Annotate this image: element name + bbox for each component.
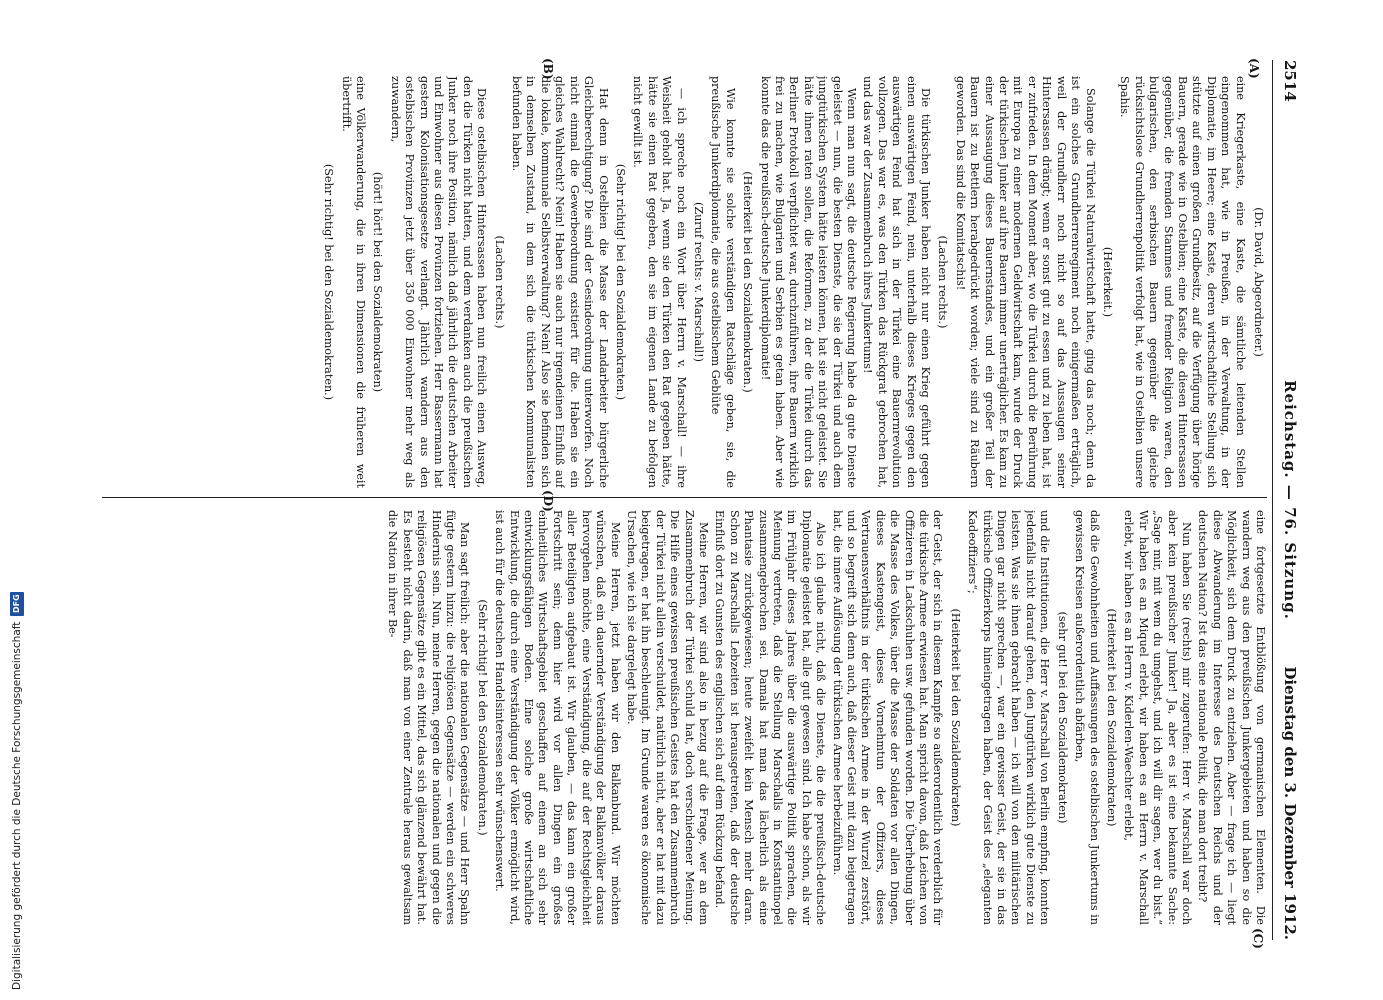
interjection: (Heiterkeit bei den Sozialdemokraten) [948, 608, 962, 827]
paragraph: Hat denn in Ostelbien die Masse der Landarbeiter bürgerliche Gleichberechtigung? Die sind der Gesindeordnung unterworfen. Noch nicht einmal die Gewerbeordnung existiert für die. Haben sie ein gleiches Wahlrecht? Nein! Haben sie auch nur irgendeinen Einfluß auf die lokale, kommunale Selbstverwaltung? Nein! Also sie befinden sich in demselben Zustand, in dem sich die türkischen Kommunalisten befunden haben. [510, 76, 610, 488]
interjection: (Zuruf rechts: v. Marschall!) [691, 201, 705, 363]
dfg-logo-icon: DFG [10, 592, 24, 616]
interjection: (Heiterkeit bei den Sozialdemokraten) [1104, 608, 1118, 827]
interjection: (Sehr richtig! bei den Sozialdemokraten.) [613, 163, 627, 401]
header-rule [1272, 60, 1273, 940]
speaker-label: (Dr. David, Abgeordneter.) [1252, 207, 1265, 357]
interjection: (sehr gut! bei den Sozialdemokraten) [1055, 611, 1069, 824]
paragraph: und die Institutionen, die Herr v. Marschall von Berlin empfing, konnten jedenfalls nicht darauf gehen, den Jungtürken wirklich gute Dienste zu leisten. Was sie ihnen gebracht haben — ich will von den militärischen Dingen gar nicht sprechen —, war ein gewisser Geist, der sie in das türkische Offizierkorps hineingetragen haben, der Geist des „eleganten Kadeoffiziers“; [966, 510, 1052, 925]
interjection: (Lachen rechts.) [936, 235, 950, 329]
column-divider [102, 497, 1267, 498]
margin-letter-a: (A) [1247, 58, 1261, 79]
interjection: (Lachen rechts.) [492, 235, 506, 329]
paragraph: eine Kriegerkaste, eine Kaste, die sämtliche leitenden Stellen eingenommen hat, wie in Preußen, in der Verwaltung, in der Diplomatie, im Heere; eine Kaste, deren wirtschaftliche Stellung sich stützte auf einen großen Grundbesitz, auf die Verfügung über hörige Bauern, gerade wie in Ostelbien; eine Kaste, die diesen Hintersassen gegenüber, die fremden Stammes und fremder Religion waren, den bulgarischen, den serbischen Bauern gegenüber die gleiche rücksichtslose Grundherrenpolitik verfolgt hat, wie in Ostelbien unsere Spahis. [1118, 76, 1247, 488]
session-date: Dienstag den 3. Dezember 1912. [1281, 666, 1299, 940]
newspaper-page [92, 58, 1307, 949]
paragraph: eine Völkerwanderung, die in ihren Dimensionen die früheren weit übertrifft. [339, 76, 368, 488]
interjection: (Heiterkeit.) [1100, 246, 1114, 318]
margin-letter-d: (D) [541, 490, 555, 512]
credit-text: Digitalisierung gefördert durch die Deutsche Forschungsgemeinschaft [11, 621, 23, 990]
paragraph: Solange die Türkei Naturalwirtschaft hatte, ging das noch; denn da ist ein solches Grundherrenregiment noch einigermaßen erträglich, weil der Grundherr noch nicht so auf das Aussaugen seiner Hintersassen drängt; wenn er sonst gut zu essen und zu leben hat, ist er zufrieden. In dem Moment aber, wo die Türkei durch die Berührung mit Europa zu einer modernen Geldwirtschaft kam, wurde der Druck der türkischen Junker auf ihre Bauern immer unerträglicher. Es kam zu einer Aussaugung dieses Bauernstandes, und ein großer Teil der Bauern ist zu Bettlern herabgedrückt worden; viele sind zu Räubern geworden. Das sind die Komitatschis! [953, 76, 1097, 488]
margin-letter-b: (B) [541, 58, 555, 80]
right-column [102, 510, 1267, 925]
digitization-credit [10, 592, 24, 990]
paragraph: Meine Herren, jetzt haben wir den Balkanbund. Wir möchten wünschen, daß ein dauernder Verständigung der Balkanvölker daraus hervorgehen möchte, eine Verständigung, die auf der Rechtsgleichheit aller Beteiligten aufgebaut ist. Wir glauben, — das kann ein großer Fortschritt sein; denn hier wird vor allen Dingen ein großes einheitliches Wirtschaftsgebiet geschaffen auf einem an sich sehr entwicklungsfähigen Boden. Eine solche große wirtschaftliche Entwicklung, die durch eine Verständigung der Völker ermöglicht wird, ist auch für die deutschen Handelsinteressen sehr wünschenswert. [493, 510, 622, 925]
interjection: (hört! hört! bei den Sozialdemokraten) [371, 171, 385, 393]
page-title: Reichstag. — 76. Sitzung. [1281, 380, 1299, 620]
paragraph: — ich spreche noch ein Wort über Herrn v. Marschall! — ihre Weisheit geholt hat. Ja, wenn sie den Türken den Rat gegeben hätte, hätte sie einen Rat gegeben, den sie im eigenen Lande zu befolgen nicht gewillt ist. [631, 76, 688, 488]
paragraph: Wie konnte sie solche verständigen Ratschläge geben, sie, die preußische Junkerdiplomatie, die aus ostelbischem Geblüte [709, 76, 737, 488]
paragraph: Die türkischen Junker haben nicht nur einen Krieg geführt gegen einen auswärtigen Feind, nein, unterhalb dieses Krieges gegen den auswärtigen Feind hat sich in der Türkei eine Bauernrevolution vollzogen. Das war es, was den Türken das Rückgrat gebrochen hat, und das war der Zusammenbruch ihres Junkertums! [861, 76, 933, 488]
paragraph: Man sagt freilich: aber die nationalen Gegensätze — und Herr Spahn fügte gestern hinzu: die religiösen Gegensätze — werden ein schweres Hindernis sein. Nun, meine Herren, gegen die nationalen und gegen die religiösen Gegensätze gibt es ein Mittel, das sich glänzend bewährt hat. Es besteht nicht darin, daß man von einer Zentrale heraus gewaltsam die Nation in ihrer Be- [386, 510, 472, 925]
paragraph: Meine Herren, wir sind also in bezug auf die Frage, wer an dem Zusammenbruch der Türkei schuld hat, doch verschiedener Meinung. Die Hilfe eines gewissen preußischen Geistes hat den Zusammenbruch der Türkei nicht allein verschuldet, natürlich nicht, aber er hat mit dazu beigetragen, er hat ihn beschleunigt. Im Grunde waren es ökonomische Ursachen, wie ich sie dargelegt habe. [624, 510, 710, 925]
interjection: (Sehr richtig! bei den Sozialdemokraten.) [475, 599, 489, 836]
page-header [1275, 60, 1299, 940]
interjection: (Heiterkeit bei den Sozialdemokraten.) [741, 171, 755, 393]
paragraph: daß die Gewohnheiten und Auffassungen des ostelbischen Junkertums in gewissen Kreisen außerordentlich abfärben, [1073, 510, 1101, 925]
interjection: (Sehr richtig! bei den Sozialdemokraten.) [322, 163, 336, 401]
paragraph: Also ich glaube nicht, daß die Dienste, die die preußisch-deutsche Diplomatie geleistet hat, alle gut gewesen sind. Ich habe schon, als wir im Frühjahr dieses Jahres über die auswärtige Politik sprachen, die Meinung vertreten, daß die Stellung Marschalls in Konstantinopel zusammengebrochen sei. Damals hat man das lächerlich als eine Phantasie zurückgewiesen; heute zweifelt kein Mensch mehr daran. Schon zu Marschalls Lebzeiten ist herausgetreten, daß der deutsche Einfluß dort zu Gunsten des englischen sich auf dem Rückzug befand. [713, 510, 828, 925]
paragraph: der Geist, der sich in diesem Kampfe so außerordentlich verderblich für die türkische Armee erwiesen hat. Man spricht davon, daß Leichen von Offizieren in Lackschuhen usw. gefunden worden. Die Überhebung über die Masse des Volkes, über die Masse der Soldaten vor allen Dingen, dieses Kastengeist, dieses Vornehmtun der Offiziers, dieses Vertrauensverhältnis in der türkischen Armee in der Wurzel zerstört, und so begreift sich denn auch, daß dieser Geist mit dazu beigetragen hat, die innere Auflösung der türkischen Armee herbeizuführen. [830, 510, 945, 925]
left-column [102, 76, 1267, 488]
paragraph: Wenn man nun sagt, die deutsche Regierung habe da gute Dienste geleistet — nun, die besten Dienste, die sie der Türkei und auch dem jungtürkischen System hätte leisten können, hat sie nicht geleistet. Sie hätte ihnen raten sollen, die Reformen, zu der die Türkei durch das Berliner Protokoll verpflichtet war, durchzuführen, ihre Bauern wirklich frei zu machen, wie Bulgarien und Serbien es getan haben. Aber wie konnte das die preußisch-deutsche Junkerdiplomatie! [758, 76, 859, 488]
paragraph: eine fortgesetzte Entblößung von germanischen Elementen. Die wandern weg aus den preußischen Junkergebieten und haben so die Möglichkeit, sich dem Druck zu entziehen. Aber — frage ich — liegt diese Abwanderung im Interesse des Deutschen Reichs und der deutschen Nation? Ist das eine nationale Politik, die man dort treibt? [1196, 510, 1267, 925]
page-number: 2514 [1281, 60, 1299, 102]
paragraph: Diese ostelbischen Hintersassen haben nun freilich einen Ausweg, den die Türken nicht hatten, und dem verdanken auch die preußischen Junker noch ihre Position, nämlich daß jährlich die deutschen Arbeiter und Einwohner aus diesen Provinzen fortziehen. Herr Bassermann hat gestern Kolonisationsgesetze verlangt. Jährlich wandern aus den ostelbischen Provinzen jetzt über 350 000 Einwohner mehr weg als zuwandern, [388, 76, 489, 488]
paragraph: Nun haben Sie (rechts) mir zugerufen: Herr v. Marschall war doch aber kein preußischer Junker! Ja, aber es ist eine bekannte Sache: „Sage mir, mit wem du umgehst, und ich will dir sagen, wer du bist.“ Wir haben es an Miquel erlebt, wir haben es an Herrn v. Marschall erlebt, wir haben es an Herrn v. Kiderlen-Waechter erlebt, [1122, 510, 1193, 925]
margin-letter-c: (C) [1251, 928, 1265, 949]
